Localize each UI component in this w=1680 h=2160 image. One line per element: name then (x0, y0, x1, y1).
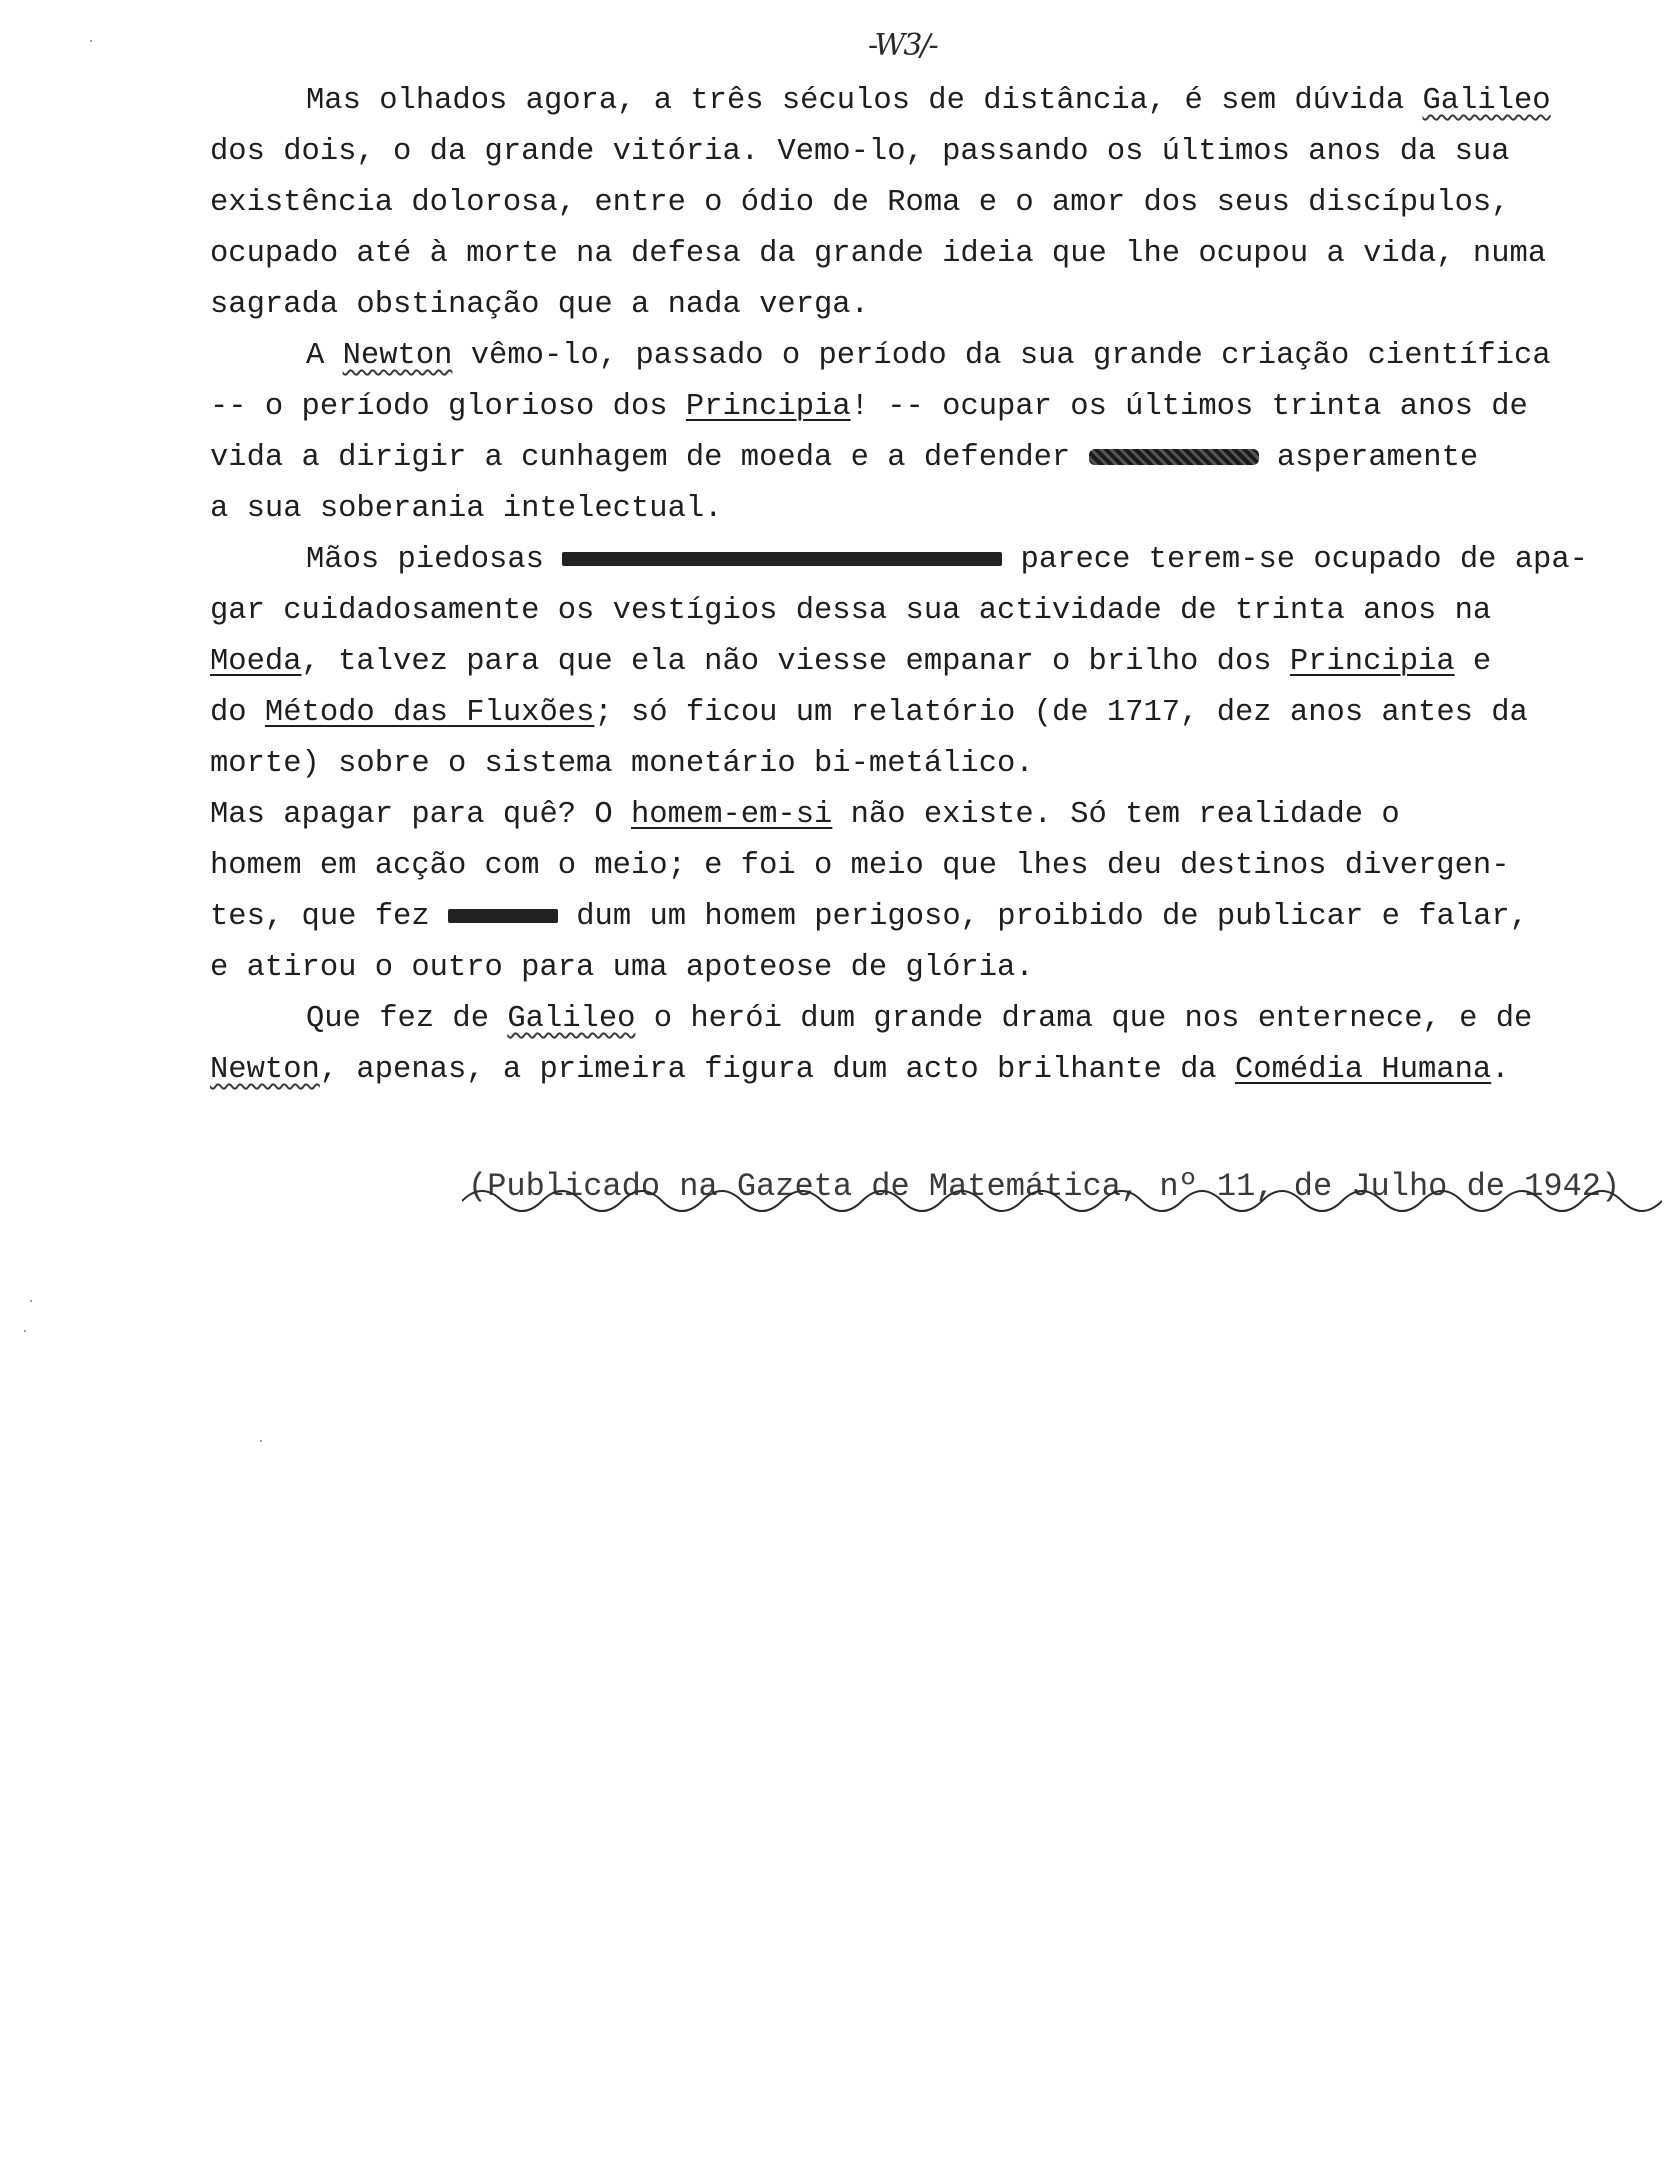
text-line (210, 280, 1680, 331)
paragraph (210, 76, 1680, 331)
paper-speck (260, 1440, 262, 1442)
paragraph (210, 331, 1680, 535)
page-number: -W3/- (868, 28, 937, 63)
underlined-title: homem-em-si (630, 798, 833, 832)
text-line (210, 331, 1680, 382)
text-segment: Mas olhados agora, a três séculos de distância, é sem dúvida (306, 84, 1423, 118)
text-segment: asperamente (1258, 441, 1479, 475)
text-line (210, 76, 1680, 127)
footnote-strikethrough-scribble (462, 1176, 1662, 1226)
text-segment: Mãos piedosas (306, 543, 563, 577)
text-line (210, 892, 1680, 943)
text-line (210, 127, 1680, 178)
text-line (210, 1045, 1680, 1096)
text-line (210, 382, 1680, 433)
text-segment: Que fez de (306, 1002, 508, 1036)
text-segment: parece terem-se ocupado de apa- (1002, 543, 1588, 577)
text-line (210, 433, 1680, 484)
text-line (210, 229, 1680, 280)
text-line (210, 586, 1680, 637)
text-line (210, 484, 1680, 535)
text-segment: sagrada obstinação que a nada verga. (210, 288, 869, 322)
paragraph (210, 994, 1680, 1096)
underlined-title: Método das Fluxões (264, 696, 595, 730)
text-line (210, 178, 1680, 229)
document-body (210, 76, 1680, 1096)
text-segment: o herói dum grande drama que nos enternece, e de (635, 1002, 1533, 1036)
underlined-title: Moeda (210, 645, 302, 679)
underlined-title: Principia (1289, 645, 1455, 679)
underlined-name: Newton (342, 339, 453, 373)
text-segment: ; só ficou um relatório (de 1717, dez anos antes da (594, 696, 1528, 730)
text-line (210, 637, 1680, 688)
text-segment: existência dolorosa, entre o ódio de Roma e o amor dos seus discípulos, (210, 186, 1510, 220)
text-segment: e (1454, 645, 1492, 679)
text-segment: A (306, 339, 343, 373)
paragraph (210, 790, 1680, 994)
underlined-title: Principia (685, 390, 851, 424)
text-line (210, 943, 1680, 994)
text-segment: tes, que fez (210, 900, 448, 934)
text-segment: vida a dirigir a cunhagem de moeda e a defender (210, 441, 1089, 475)
text-segment: . (1491, 1053, 1510, 1087)
redacted-text (448, 909, 558, 923)
text-segment: dos dois, o da grande vitória. Vemo-lo, passando os últimos anos da sua (210, 135, 1510, 169)
text-line (210, 841, 1680, 892)
underlined-title: Comédia Humana (1234, 1053, 1492, 1087)
redacted-text (562, 552, 1002, 566)
crossed-out-word (1089, 449, 1259, 465)
paragraph (210, 535, 1680, 790)
text-segment: não existe. Só tem realidade o (832, 798, 1400, 832)
text-segment: dum um homem perigoso, proibido de publicar e falar, (557, 900, 1529, 934)
paper-speck (24, 1330, 26, 1332)
text-line (210, 688, 1680, 739)
underlined-name: Newton (210, 1053, 320, 1087)
text-line (210, 994, 1680, 1045)
footnote-crossed-out: (Publicado na Gazeta de Matemática, nº 11, de Julho de 1942) (468, 1168, 1621, 1205)
text-segment: , talvez para que ela não viesse empanar o brilho dos (301, 645, 1290, 679)
text-line (210, 790, 1680, 841)
text-segment: e atirou o outro para uma apoteose de glória. (210, 951, 1034, 985)
text-segment: morte) sobre o sistema monetário bi-metálico. (210, 747, 1034, 781)
text-segment: , apenas, a primeira figura dum acto brilhante da (319, 1053, 1235, 1087)
text-segment: vêmo-lo, passado o período da sua grande criação científica (452, 339, 1551, 373)
text-segment: a sua soberania intelectual. (210, 492, 723, 526)
text-segment: ! -- ocupar os últimos trinta anos de (850, 390, 1528, 424)
text-line (210, 535, 1680, 586)
paper-speck (90, 40, 92, 42)
text-segment: ocupado até à morte na defesa da grande ideia que lhe ocupou a vida, numa (210, 237, 1547, 271)
text-segment: -- o período glorioso dos (210, 390, 686, 424)
paper-speck (30, 1300, 32, 1302)
text-segment: do (210, 696, 265, 730)
underlined-name: Galileo (507, 1002, 636, 1036)
text-segment: homem em acção com o meio; e foi o meio que lhes deu destinos divergen- (210, 849, 1510, 883)
text-line (210, 739, 1680, 790)
text-segment: gar cuidadosamente os vestígios dessa sua actividade de trinta anos na (210, 594, 1492, 628)
underlined-name: Galileo (1422, 84, 1551, 118)
text-segment: Mas apagar para quê? O (210, 798, 631, 832)
